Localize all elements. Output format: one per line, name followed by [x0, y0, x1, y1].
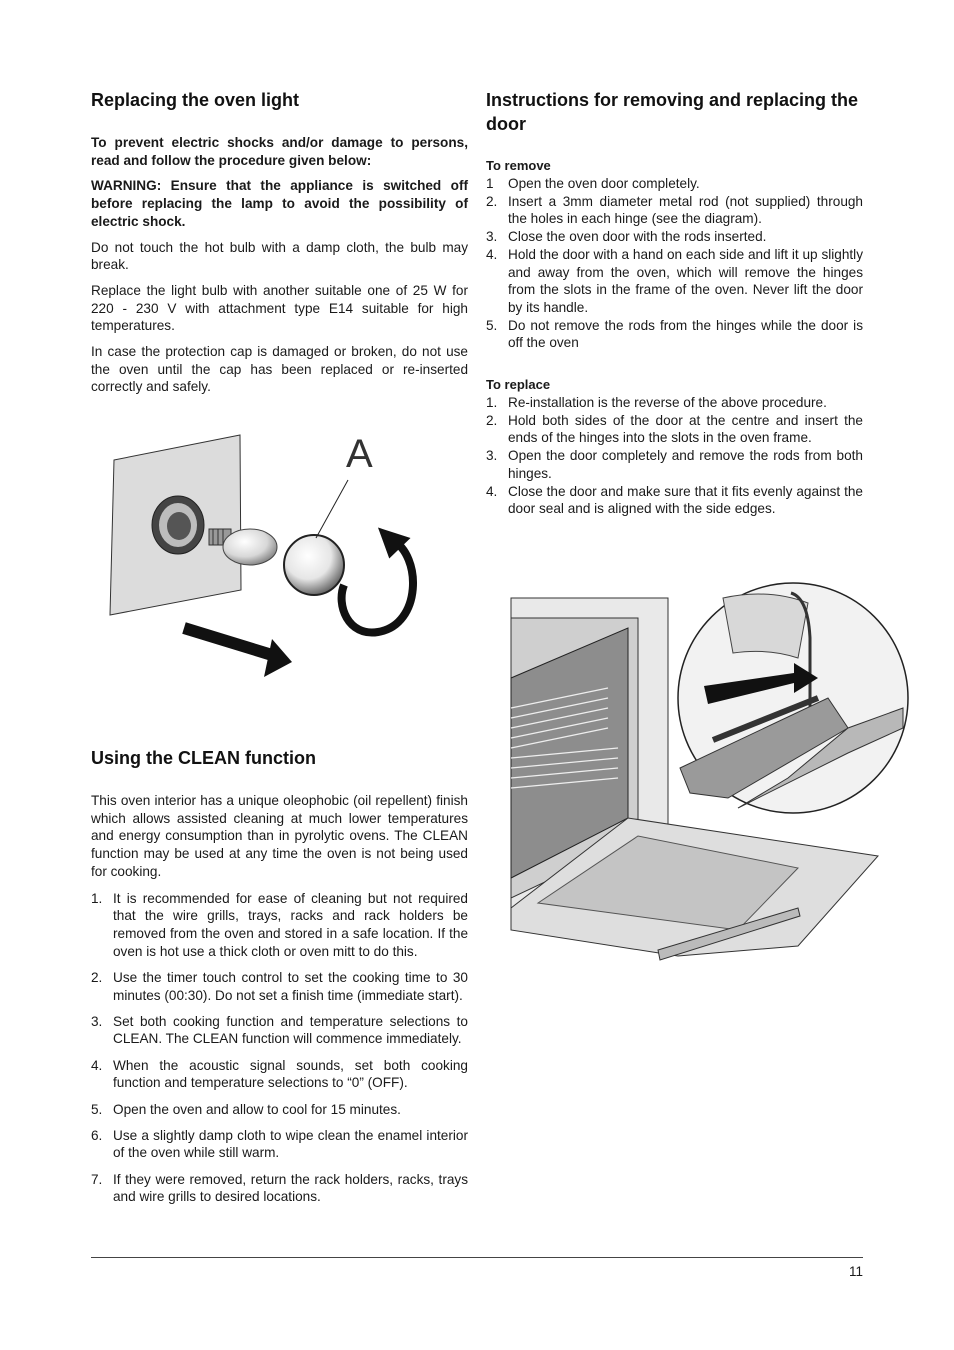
list-item-number: 1 — [486, 176, 494, 191]
list-item — [486, 193, 863, 228]
list-item — [91, 1057, 468, 1092]
list-item-number: 4. — [91, 1057, 103, 1073]
list-item-number: 3. — [486, 448, 498, 464]
list-item-number: 3. — [91, 1013, 103, 1029]
list-item-text: It is recommended for ease of cleaning but not required that the wire grills, trays, racks and rack holders be removed from the oven and stored in a safe location. If the oven is hot use a thick cloth or oven mitt to do this. — [113, 890, 468, 959]
list-item — [486, 412, 863, 447]
list-item-text: Set both cooking function and temperature selections to CLEAN. The CLEAN function will commence immediately. — [113, 1013, 468, 1047]
door-heading: Instructions for removing and replacing the door — [486, 90, 859, 134]
list-item — [91, 1101, 468, 1119]
list-item — [91, 1171, 468, 1206]
list-item-number: 3. — [486, 229, 498, 245]
list-item-text: Insert a 3mm diameter metal rod (not supplied) through the holes in each hinge (see the diagram). — [508, 193, 863, 227]
list-item — [486, 317, 863, 352]
light-paragraph-3: In case the protection cap is damaged or broken, do not use the oven until the cap has been replaced or re-inserted correctly and safely. — [91, 344, 468, 395]
rotate-arrow-icon — [342, 540, 413, 633]
footer-rule — [91, 1257, 863, 1258]
figure-label-a: A — [346, 432, 373, 476]
list-item — [486, 447, 863, 482]
list-item-number: 5. — [486, 317, 498, 333]
clean-section — [91, 746, 468, 1215]
left-column — [91, 88, 468, 396]
remove-subheading: To remove — [486, 158, 551, 173]
protection-cap — [284, 535, 344, 595]
list-item-number: 5. — [91, 1101, 103, 1117]
list-item — [91, 1013, 468, 1048]
list-item-text: Open the oven and allow to cool for 15 minutes. — [113, 1101, 401, 1117]
lamp-replacement-figure — [100, 425, 440, 695]
label-leader-line — [316, 480, 348, 538]
list-item-number: 2. — [486, 193, 498, 209]
replace-steps-list — [486, 394, 863, 518]
replace-subheading: To replace — [486, 377, 551, 393]
list-item-text: Close the door and make sure that it fits evenly against the door seal and is aligned with the side edges. — [508, 483, 863, 517]
light-intro: To prevent electric shocks and/or damage to persons, read and follow the procedure given below: — [91, 135, 468, 168]
list-item-text: Use a slightly damp cloth to wipe clean the enamel interior of the oven while still warm. — [113, 1127, 468, 1161]
list-item-number: 7. — [91, 1171, 103, 1187]
list-item-number: 2. — [486, 412, 498, 428]
list-item — [486, 246, 863, 317]
pull-arrow-icon — [184, 628, 272, 655]
list-item-text: Hold both sides of the door at the centre and insert the ends of the hinges into the slots in the oven frame. — [508, 412, 863, 446]
list-item-text: Open the oven door completely. — [508, 176, 700, 191]
clean-heading: Using the CLEAN function — [91, 748, 316, 768]
list-item-text: Use the timer touch control to set the cooking time to 30 minutes (00:30). Do not set a finish time (immediate start). — [113, 969, 468, 1003]
list-item-number: 2. — [91, 969, 103, 985]
clean-steps-list — [91, 890, 468, 1207]
list-item-text: Close the oven door with the rods inserted. — [508, 229, 767, 245]
right-column — [486, 88, 863, 518]
list-item — [486, 175, 863, 193]
list-item-text: Hold the door with a hand on each side and lift it up slightly and away from the oven, which will remove the hinges from the slots in the frame of the oven. Never lift the door by its handle. — [508, 246, 863, 315]
remove-steps-list — [486, 175, 863, 352]
list-item-number: 6. — [91, 1127, 103, 1143]
list-item-number: 1. — [486, 395, 498, 411]
list-item-text: When the acoustic signal sounds, set both cooking function and temperature selections to “0” (OFF). — [113, 1057, 468, 1091]
list-item — [91, 1127, 468, 1162]
list-item-text: Re-installation is the reverse of the above procedure. — [508, 395, 827, 411]
list-item-number: 1. — [91, 890, 103, 906]
list-item-text: Do not remove the rods from the hinges while the door is off the oven — [508, 317, 863, 351]
light-paragraph-2: Replace the light bulb with another suitable one of 25 W for 220 - 230 V with attachment type E14 suitable for high temperatures. — [91, 282, 468, 334]
clean-intro: This oven interior has a unique oleophobic (oil repellent) finish which allows assisted cleaning at much lower temperatures and energy consumption than in pyrolytic ovens. The CLEAN function may be used at any time the oven is not being used for cooking. — [91, 793, 468, 879]
list-item — [486, 228, 863, 246]
list-item-number: 4. — [486, 483, 498, 499]
light-heading: Replacing the oven light — [91, 90, 300, 110]
light-paragraph-1: Do not touch the hot bulb with a damp cloth, the bulb may break. — [91, 239, 468, 273]
list-item-number: 4. — [486, 246, 498, 262]
light-warning: WARNING: Ensure that the appliance is switched off before replacing the lamp to avoid the possibility of electric shock. — [91, 178, 468, 229]
list-item — [486, 394, 863, 412]
list-item-text: Open the door completely and remove the rods from both hinges. — [508, 448, 863, 481]
door-removal-figure — [508, 578, 913, 970]
list-item — [91, 890, 468, 961]
list-item-text: If they were removed, return the rack holders, racks, trays and wire grills to desired locations. — [113, 1171, 468, 1205]
page-number: 11 — [848, 1264, 863, 1279]
list-item — [486, 483, 863, 518]
list-item — [91, 969, 468, 1004]
